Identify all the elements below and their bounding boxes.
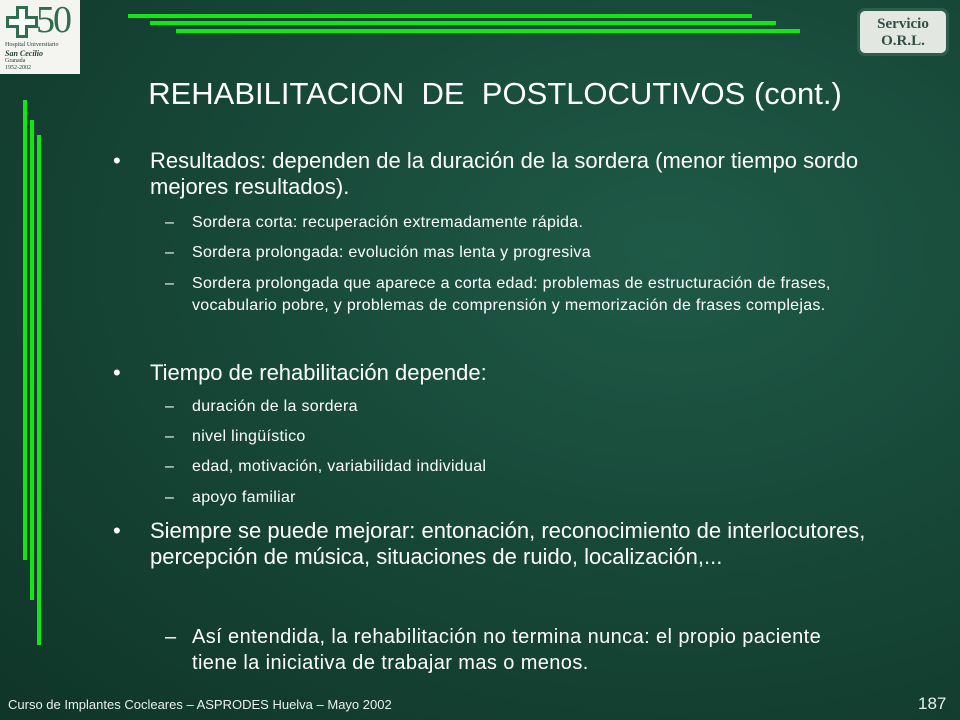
dash-marker: – xyxy=(165,275,174,292)
slide-title: REHABILITACION DE POSTLOCUTIVOS (cont.) xyxy=(148,76,842,111)
bullet-rehab-time: Tiempo de rehabilitación depende: xyxy=(150,360,487,385)
hospital-logo xyxy=(0,0,80,74)
sub-item-early-deafness: Sordera prolongada que aparece a corta edad: problemas de estructuración de frases, vocabulario pobre, y problemas de comprensión y memorización de frases complejas. xyxy=(192,275,831,314)
medical-cross-icon xyxy=(4,4,40,40)
decorative-line-top-2 xyxy=(150,21,776,25)
logo-line-city: Granada xyxy=(5,58,26,64)
decorative-line-left-2 xyxy=(30,120,34,600)
service-badge xyxy=(857,8,949,56)
decorative-line-top-3 xyxy=(176,29,800,33)
bullet-marker: • xyxy=(113,518,121,543)
logo-line-hospital: Hospital Universitario xyxy=(5,42,59,48)
dash-marker: – xyxy=(165,398,174,415)
sub-item-family-support: apoyo familiar xyxy=(192,489,296,506)
dash-marker: – xyxy=(165,244,174,261)
sub-item-never-ends: Así entendida, la rehabilitación no termina nunca: el propio paciente tiene la iniciativa de trabajar mas o menos. xyxy=(192,626,822,674)
dash-marker: – xyxy=(165,428,174,445)
sub-item-linguistic-level: nivel lingüístico xyxy=(192,428,306,445)
page-number: 187 xyxy=(918,694,947,713)
bullet-marker: • xyxy=(113,148,121,173)
sub-item-duration: duración de la sordera xyxy=(192,398,358,415)
logo-anniversary-number: 50 xyxy=(36,0,70,41)
dash-marker: – xyxy=(165,214,174,231)
badge-line-1: Servicio xyxy=(877,16,929,32)
bullet-always-improve: Siempre se puede mejorar: entonación, reconocimiento de interlocutores, percepción de música, situaciones de ruido, localización,... xyxy=(150,518,866,569)
logo-line-years: 1952-2002 xyxy=(5,65,31,71)
slide-footer: Curso de Implantes Cocleares – ASPRODES Huelva – Mayo 2002 xyxy=(8,697,392,712)
bullet-marker: • xyxy=(113,360,121,385)
dash-marker: – xyxy=(165,489,174,506)
decorative-line-top-1 xyxy=(128,14,752,18)
logo-line-name: San Cecilio xyxy=(5,49,44,58)
bullet-results: Resultados: dependen de la duración de la sordera (menor tiempo sordo mejores resultados). xyxy=(150,148,859,199)
dash-marker: – xyxy=(165,626,177,648)
dash-marker: – xyxy=(165,458,174,475)
decorative-line-left-3 xyxy=(37,135,41,645)
badge-line-2: O.R.L. xyxy=(881,33,925,49)
sub-item-prolonged-deafness: Sordera prolongada: evolución mas lenta y progresiva xyxy=(192,244,591,261)
decorative-line-left-1 xyxy=(23,100,27,560)
sub-item-short-deafness: Sordera corta: recuperación extremadamente rápida. xyxy=(192,214,584,231)
sub-item-age-motivation: edad, motivación, variabilidad individual xyxy=(192,458,487,475)
